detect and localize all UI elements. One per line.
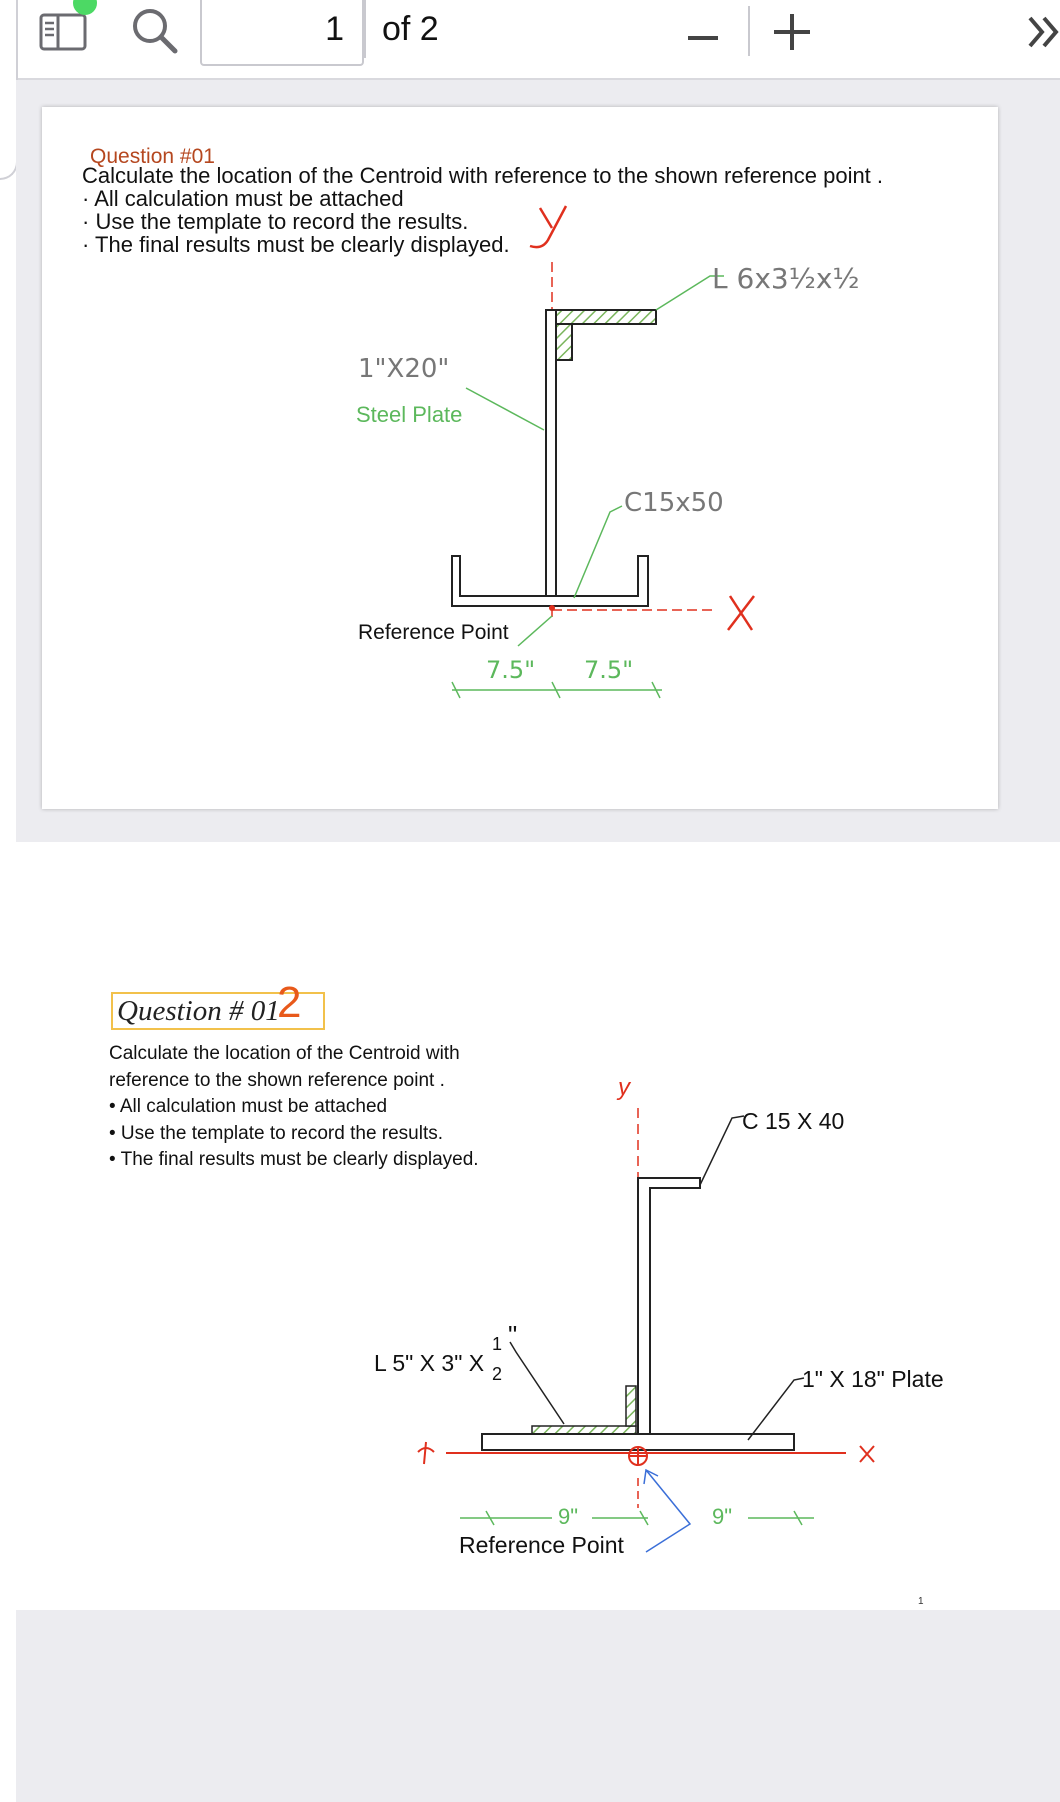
question-2-number-correction: 2	[277, 978, 302, 1027]
x-axis-right-label	[860, 1446, 861, 1447]
angle-label: L 6x3½x½	[712, 262, 860, 295]
x-axis-label	[740, 610, 741, 611]
plate-label: 1" X 18" Plate	[802, 1366, 944, 1392]
steel-plate-shape	[546, 310, 556, 604]
angle-horizontal-leg	[556, 310, 656, 324]
instruction-line: · All calculation must be attached	[82, 186, 404, 211]
reference-point-label: Reference Point	[459, 1532, 624, 1558]
instruction-line: • Use the template to record the results.	[109, 1122, 444, 1144]
channel-label: C 15 X 40	[742, 1108, 845, 1134]
instruction-line: · The final results must be clearly displayed.	[82, 232, 510, 257]
steel-plate-label: Steel Plate	[356, 402, 463, 427]
dimension-left-label: 9"	[558, 1504, 579, 1529]
plate-leader	[466, 388, 544, 430]
channel-shape	[638, 1178, 700, 1434]
angle-horizontal-leg	[532, 1426, 636, 1434]
y-axis-glyph	[530, 206, 566, 247]
question-2-title: Question # 01	[111, 992, 325, 1030]
question-1-diagram	[0, 0, 1060, 842]
reference-point-marker	[549, 605, 555, 611]
y-axis-label: y	[618, 1074, 630, 1101]
page-count: of 2	[382, 10, 439, 48]
page-number-label: 1	[918, 1596, 924, 1607]
current-page-number: 1	[325, 10, 344, 48]
question-1-title: Question #01	[90, 145, 215, 168]
x-axis-right-glyph	[860, 1446, 874, 1462]
dimension-left-label: 7.5"	[486, 656, 536, 684]
instruction-line: Calculate the location of the Centroid with reference to the shown reference point .	[82, 163, 884, 188]
plate-leader	[748, 1378, 804, 1440]
x-axis-glyph	[728, 596, 754, 630]
channel-leader	[574, 506, 622, 598]
angle-leader	[510, 1342, 564, 1424]
dimension-right-label: 7.5"	[584, 656, 634, 684]
dimension-right-label: 9"	[712, 1504, 733, 1529]
reference-leader	[646, 1470, 690, 1552]
page-gap-background	[16, 1610, 1060, 1802]
angle-inch-mark: "	[508, 1320, 518, 1350]
reference-leader	[518, 616, 552, 646]
x-axis-left-label	[420, 1440, 421, 1441]
instruction-line: • The final results must be clearly displayed.	[109, 1149, 479, 1170]
channel-leader	[700, 1116, 744, 1185]
instruction-line: · Use the template to record the results.	[82, 209, 469, 234]
y-axis-label	[524, 212, 525, 213]
plate-size-label: 1"X20"	[358, 354, 450, 384]
angle-label: L 5" X 3" X	[374, 1350, 485, 1376]
angle-vertical-leg	[626, 1386, 636, 1426]
angle-vertical-leg	[556, 324, 572, 360]
angle-fraction-denominator: 2	[492, 1364, 503, 1384]
x-axis-left-glyph	[418, 1442, 434, 1464]
reference-point-label: Reference Point	[358, 621, 509, 644]
angle-fraction-numerator: 1	[492, 1334, 503, 1354]
channel-label: C15x50	[624, 488, 724, 518]
instruction-line: • All calculation must be attached	[109, 1096, 388, 1117]
instruction-line: Calculate the location of the Centroid with	[109, 1043, 460, 1064]
instruction-line: reference to the shown reference point .	[109, 1069, 445, 1091]
